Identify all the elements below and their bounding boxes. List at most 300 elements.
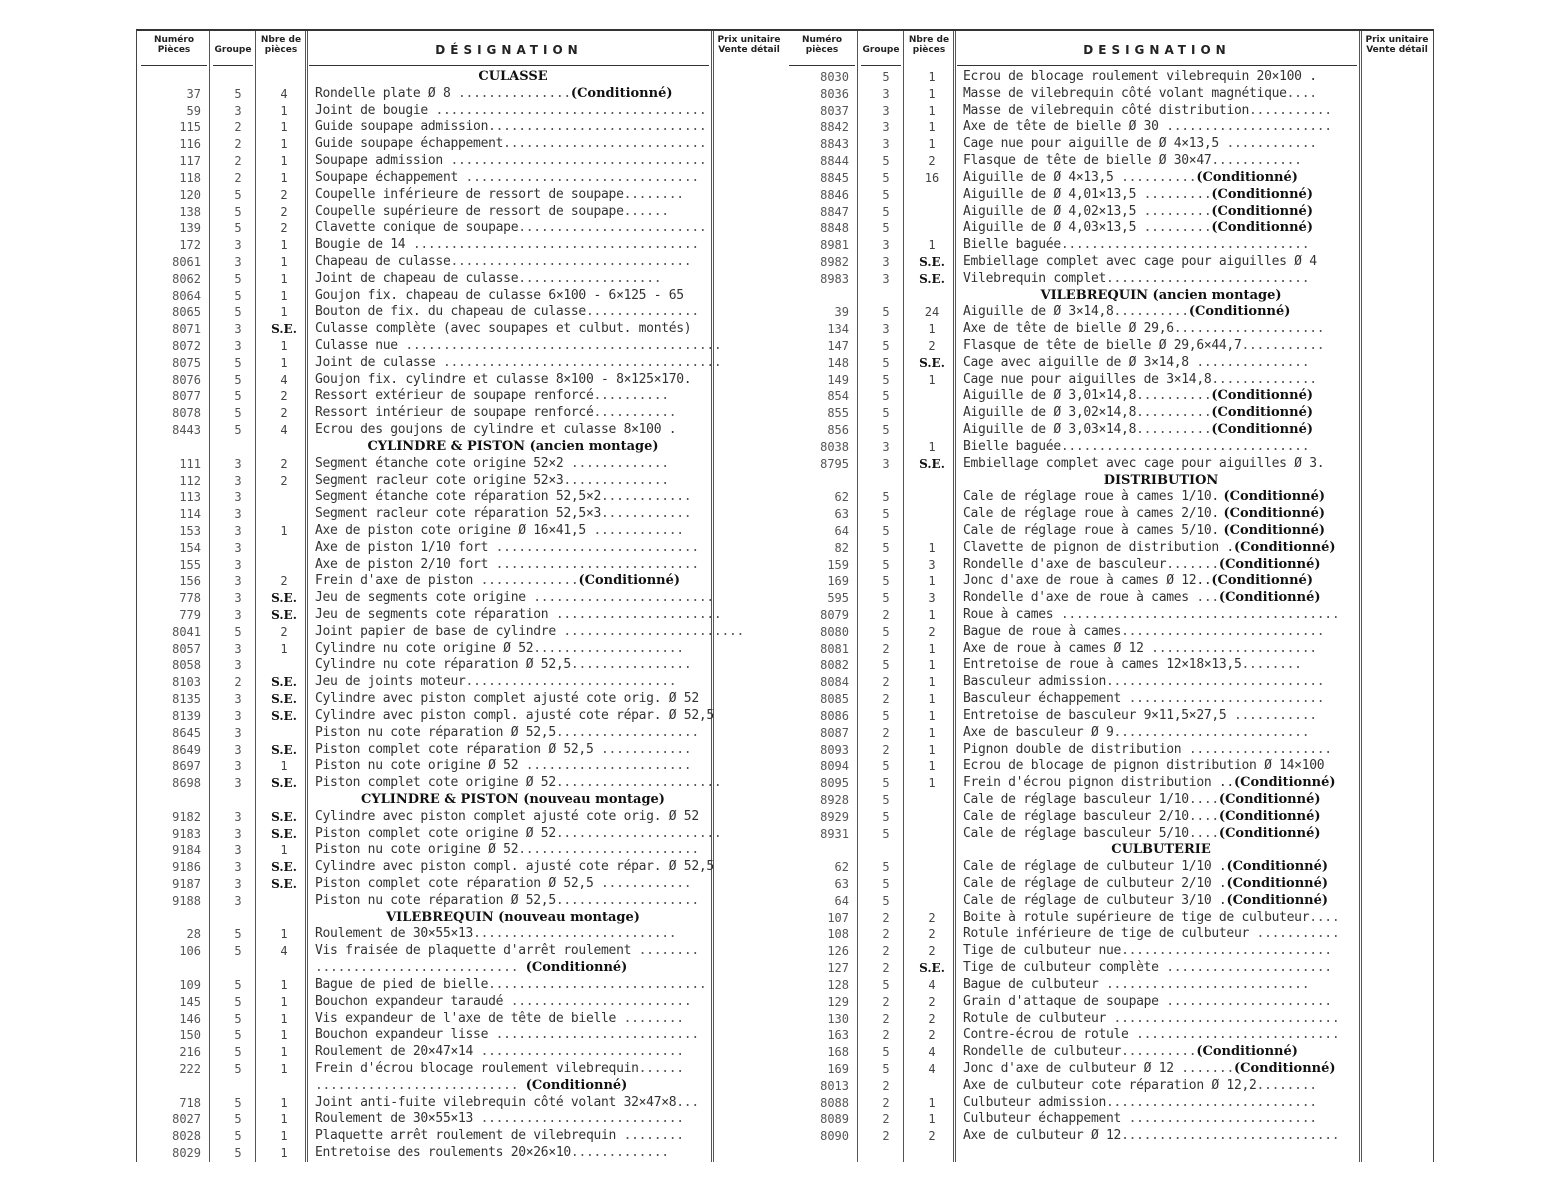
conditionne-tag: (Conditionné) [1218,590,1321,606]
piece-count: S.E. [271,826,297,841]
part-row [137,708,785,725]
piece-count: 2 [280,624,288,639]
part-row [785,641,1433,658]
dot-leader: ......................... [518,220,707,236]
part-number: 8030 [820,70,849,84]
designation [963,388,1359,405]
designation-text: Rotule inférieure de tige de culbuteur [963,926,1257,942]
piece-count: 1 [280,1045,288,1060]
designation [963,220,1359,237]
part-number: 169 [827,1061,849,1076]
part-number: 8041 [172,624,201,639]
conditionne-tag: (Conditionné) [1211,388,1313,404]
piece-count: 1 [928,439,936,454]
part-number: 9183 [172,826,201,841]
dot-leader: .............. [1211,371,1317,387]
part-number: 8027 [172,1112,201,1127]
part-number: 8084 [820,675,849,690]
part-number: 8981 [820,238,849,253]
group-code: 3 [234,339,242,353]
designation-text: Basculeur échappement [963,691,1129,707]
dot-leader: ................... [1188,741,1332,757]
group-code: 3 [234,759,242,774]
group-code: 5 [234,305,242,320]
group-code: 5 [882,860,890,875]
dot-leader: .............................. [1113,1010,1340,1026]
designation-text: Cylindre avec piston compl. ajusté cote répar. Ø 52,5 [315,707,714,723]
part-number: 8081 [820,641,849,656]
part-number: 8090 [820,1129,849,1144]
piece-count: 1 [280,154,288,169]
part-number: 37 [186,86,201,101]
part-row [137,540,785,557]
dot-leader: ............................. [1121,1128,1340,1144]
part-row [137,1078,785,1095]
group-code: 3 [234,893,242,908]
dot-leader: .......... [1136,405,1212,421]
group-code: 3 [234,843,242,858]
group-code: 2 [234,154,242,169]
designation [315,742,711,759]
piece-count: S.E. [271,742,297,757]
piece-count: 1 [928,658,936,673]
piece-count: 1 [928,103,936,118]
part-number: 222 [179,1061,201,1076]
part-number: 155 [179,557,201,572]
designation-text: Embiellage complet avec cage pour aiguilles Ø 3. [963,455,1325,471]
piece-count: 1 [280,339,288,353]
dot-leader: ............... [1196,354,1310,370]
part-row [785,910,1433,927]
designation-text: Chapeau de culasse [315,253,451,269]
dot-leader: .......... [1136,422,1212,438]
conditionne-tag: (Conditionné) [1226,892,1329,908]
piece-count: 2 [280,187,288,202]
part-row [137,960,785,977]
piece-count: 1 [280,1061,288,1076]
part-number: 172 [179,238,201,253]
part-row [785,994,1433,1011]
designation [315,842,711,859]
piece-count: 4 [280,423,288,438]
designation-text: Entretoise de roue à cames 12×18×13,5 [963,657,1242,673]
part-row [785,204,1433,221]
designation-text: Axe de basculeur Ø 9 [963,724,1114,740]
designation-text: Axe de culbuteur Ø 12 [963,1128,1122,1144]
dot-leader: ........................... [495,1027,699,1043]
group-code: 2 [882,994,890,1009]
designation [963,170,1359,187]
group-code: 3 [234,322,242,337]
part-row [137,456,785,473]
designation-text: Cale de réglage de culbuteur 2/10 . [963,876,1227,891]
group-code: 3 [882,238,890,253]
conditionne-tag: (Conditionné) [1218,791,1321,807]
designation-text: Entretoise des roulements 20×26×10 [315,1145,571,1160]
designation-text: Segment étanche cote réparation 52,5×2 [315,489,602,505]
part-row [785,153,1433,170]
piece-count: 4 [928,1061,936,1076]
part-number: 8085 [820,692,849,707]
group-code: 2 [882,725,890,740]
designation-text: Ecrou de blocage roulement vilebrequin 20×100 . [963,69,1317,84]
part-row [137,1061,785,1078]
group-code: 5 [882,557,890,572]
part-row [785,876,1433,893]
part-row [137,893,785,910]
piece-count: 3 [928,557,936,572]
dot-leader: .................... [533,640,684,656]
designation-text: Cale de réglage de culbuteur 1/10 . [963,859,1227,875]
piece-count: S.E. [919,254,945,269]
group-code: 5 [234,86,242,101]
dot-leader: .................... [1173,321,1325,337]
dot-leader: ......... [1143,220,1212,236]
group-code: 5 [234,389,242,404]
part-number: 8078 [172,406,201,421]
designation-text: Masse de vilebrequin côté volant magnétique [963,85,1287,101]
designation-text: Axe de piston 2/10 fort [315,556,496,572]
group-code: 3 [234,877,242,891]
part-row [785,691,1433,708]
designation [963,1078,1359,1095]
designation-text: Joint de chapeau de culasse [315,270,519,286]
designation-text: Jeu de segments cote origine [315,590,534,606]
designation [963,926,1359,943]
dot-leader: .............. [563,472,669,488]
group-code: 3 [234,826,242,841]
designation [963,254,1359,271]
conditionne-tag: (Conditionné) [1226,859,1329,875]
dot-leader: ........ [623,1010,684,1026]
designation-text: Cale de réglage roue à cames 1/10. [963,489,1219,505]
part-row [785,405,1433,422]
designation-text: Culasse nue [315,338,406,353]
part-row [785,86,1433,103]
piece-count: 2 [280,221,288,236]
group-code: 5 [882,406,890,421]
piece-count: 1 [280,254,288,269]
part-number: 8135 [172,692,201,707]
dot-leader: ...................................... [412,237,699,253]
part-number: 8928 [820,792,849,807]
section-title: VILEBREQUIN (nouveau montage) [386,909,640,925]
group-code: 5 [882,204,890,219]
dot-leader: ...... [623,203,669,219]
group-code: 5 [234,944,242,959]
group-code: 5 [882,708,890,723]
piece-count: 1 [280,271,288,286]
designation [315,119,711,136]
designation [315,825,722,843]
part-row [137,1111,785,1128]
header-rule [141,65,207,66]
group-code: 3 [234,238,242,253]
part-number: 9187 [172,877,201,891]
part-number: 82 [834,540,849,555]
part-number: 8103 [172,675,201,690]
conditionne-tag: (Conditionné) [1218,489,1326,505]
part-number: 9184 [172,843,201,858]
group-code: 5 [882,759,890,774]
designation [963,758,1359,775]
designation [315,674,711,691]
part-number: 150 [179,1028,201,1043]
piece-count: 1 [928,776,936,791]
designation-text: Frein d'écrou pignon distribution .. [963,775,1234,791]
group-code: 3 [234,658,242,673]
part-row [785,977,1433,994]
part-number: 139 [179,221,201,236]
part-row [137,372,785,389]
piece-count: 1 [928,120,936,135]
part-row [137,977,785,994]
piece-count: 1 [280,170,288,185]
group-code: 5 [882,624,890,639]
designation-text: Guide soupape admission [315,119,489,135]
part-number: 8058 [172,658,201,673]
dot-leader: .... [1188,808,1219,824]
designation [963,1128,1359,1145]
piece-count: 1 [928,1112,936,1127]
dot-leader: ............ [1226,136,1317,152]
part-number: 120 [179,187,201,202]
designation [315,960,711,977]
header-rule [789,65,855,66]
conditionne-tag: (Conditionné) [578,573,681,589]
dot-leader: ...................... [555,607,722,622]
dot-leader: ........ [623,1128,684,1144]
designation [963,641,1359,658]
designation [963,708,1359,725]
part-row [137,641,785,658]
designation [963,775,1359,792]
dot-leader: ...................... [1166,960,1332,976]
part-number: 115 [179,120,201,135]
dot-leader: .......................... [1113,724,1310,740]
dot-leader: .......... [1121,1044,1197,1060]
group-code: 5 [882,389,890,404]
designation-text: Bague de pied de bielle [315,976,489,992]
designation [963,725,1359,742]
designation [963,876,1359,893]
piece-count: 1 [280,238,288,253]
dot-leader: ............................. [488,976,707,992]
designation-text: Culasse complète (avec soupapes et culbut. montés) [315,321,692,337]
part-row [785,607,1433,624]
piece-count: S.E. [271,675,297,690]
part-number: 117 [179,154,201,169]
designation [963,456,1359,473]
designation [963,573,1359,590]
header-designation: DESIGNATION [1083,43,1231,57]
part-number: 107 [827,910,849,925]
part-number: 779 [179,608,201,622]
designation-text: Embiellage complet avec cage pour aiguilles Ø 4 [963,253,1317,269]
designation [315,271,711,288]
designation [963,1111,1359,1128]
designation-text: Cage avec aiguille de Ø 3×14,8 [963,354,1197,370]
designation-text: Piston nu cote réparation Ø 52,5 [315,724,556,740]
designation-text: Goujon fix. cylindre et culasse 8×100 - 8×125×170. [315,371,692,387]
designation [963,489,1359,506]
part-row [137,136,785,153]
designation-text: Bougie de 14 [315,237,413,253]
designation [963,674,1359,691]
designation [315,623,745,641]
designation-text: Frein d'axe de piston [315,573,481,589]
designation [315,557,711,574]
group-code: 5 [234,406,242,421]
piece-count: 2 [280,204,288,219]
dot-leader: ...................... [555,775,722,791]
header-nbre: Nbre de pièces [908,35,950,55]
designation-text: Axe de piston 1/10 fort [315,539,496,555]
part-row [137,1044,785,1061]
part-number: 8028 [172,1129,201,1144]
section-heading-row [785,288,1433,305]
part-number: 8077 [172,389,201,404]
designation [315,1044,711,1061]
piece-count: 1 [928,238,936,253]
part-row [785,809,1433,826]
designation-text: Culbuteur échappement [963,1111,1129,1127]
dot-leader: ........................... [1106,976,1310,992]
dot-leader: ............ [601,506,692,522]
piece-count: 1 [280,137,288,152]
group-code: 5 [882,355,890,370]
part-row [785,742,1433,759]
part-number: 126 [827,944,849,959]
dot-leader: .................................. [450,153,707,169]
designation [963,893,1359,910]
piece-count: 1 [928,742,936,757]
designation [315,170,711,187]
part-row [785,826,1433,843]
group-code: 3 [234,860,242,875]
designation-text: Axe de piston cote origine Ø 16×41,5 [315,522,594,538]
group-code: 3 [234,507,242,522]
group-code: 3 [882,137,890,152]
group-code: 5 [882,339,890,353]
part-number: 8089 [820,1112,849,1127]
piece-count: 2 [928,994,936,1009]
part-row [785,1078,1433,1095]
piece-count: 1 [280,641,288,656]
dot-leader: ..................................... [1060,607,1340,622]
part-row [785,943,1433,960]
group-code: 2 [882,692,890,707]
group-code: 5 [882,1045,890,1060]
part-row [785,540,1433,557]
group-code: 5 [234,1112,242,1127]
part-number: 8079 [820,608,849,622]
part-row [785,775,1433,792]
designation-text: Coupelle supérieure de ressort de soupape [315,203,624,219]
piece-count: 2 [280,406,288,421]
part-row [785,338,1433,355]
group-code: 2 [882,1078,890,1093]
designation [963,523,1359,540]
designation-text: Ecrou de blocage de pignon distribution Ø 14×100 [963,758,1325,774]
designation-text: Clavette conique de soupape [315,220,519,236]
dot-leader: ............ [601,741,692,757]
dot-leader: ........................... [503,136,707,152]
part-number: 8082 [820,658,849,673]
part-number: 8698 [172,776,201,791]
designation-text: Pignon double de distribution [963,741,1189,757]
part-number: 9186 [172,860,201,875]
piece-count: 2 [928,1129,936,1144]
part-row [785,758,1433,775]
designation-text: Goujon fix. chapeau de culasse 6×100 - 6×125 - 65 [315,287,684,303]
group-code: 3 [234,490,242,505]
group-code: 2 [882,742,890,757]
piece-count: 1 [928,86,936,101]
group-code: 5 [882,977,890,992]
designation [963,590,1359,607]
section-title: CULASSE [478,69,548,84]
piece-count: 1 [928,708,936,723]
section-heading-row [785,842,1433,859]
designation-text: Segment étanche cote origine 52×2 [315,455,571,471]
part-number: 148 [827,355,849,370]
designation [963,910,1359,927]
group-code: 2 [882,927,890,942]
dot-leader: ........................... [480,1111,684,1127]
group-code: 5 [234,977,242,992]
designation-text: Cylindre nu cote origine Ø 52 [315,640,534,656]
designation-text: Bague de roue à cames [963,623,1122,639]
piece-count: 1 [928,372,936,387]
part-number: 8061 [172,254,201,269]
header-rule [309,65,709,66]
designation-text: Aiguille de Ø 4×13,5 [963,169,1122,185]
part-row [785,254,1433,271]
group-code: 3 [234,809,242,824]
group-code: 5 [234,288,242,303]
group-code: 5 [882,170,890,185]
designation [963,742,1359,759]
designation [963,86,1359,103]
group-code: 3 [882,86,890,101]
part-row [785,674,1433,691]
piece-count: 1 [280,355,288,370]
dot-leader: ........................... [495,556,699,572]
part-number: 8645 [172,725,201,740]
part-row [137,388,785,405]
designation-text: Bouton de fix. du chapeau de culasse [315,304,586,320]
conditionne-tag: (Conditionné) [1218,825,1321,841]
part-number: 28 [186,927,201,942]
dot-leader: ............................. [1106,674,1325,690]
designation-text: Bouchon expandeur lisse [315,1027,496,1043]
part-row [785,271,1433,288]
part-number: 163 [827,1028,849,1043]
group-code: 2 [882,910,890,925]
designation [315,809,711,826]
part-number: 169 [827,574,849,589]
piece-count: 1 [280,305,288,320]
piece-count: 1 [280,994,288,1009]
designation-text: Aiguille de Ø 3,03×14,8 [963,422,1137,438]
section-title: VILEBREQUIN (ancien montage) [1040,287,1282,303]
conditionne-tag: (Conditionné) [1211,405,1313,421]
dot-leader: ................................. [1060,237,1310,253]
piece-count: 1 [928,322,936,337]
designation-text: Rondelle de culbuteur [963,1044,1122,1060]
part-row [137,624,785,641]
